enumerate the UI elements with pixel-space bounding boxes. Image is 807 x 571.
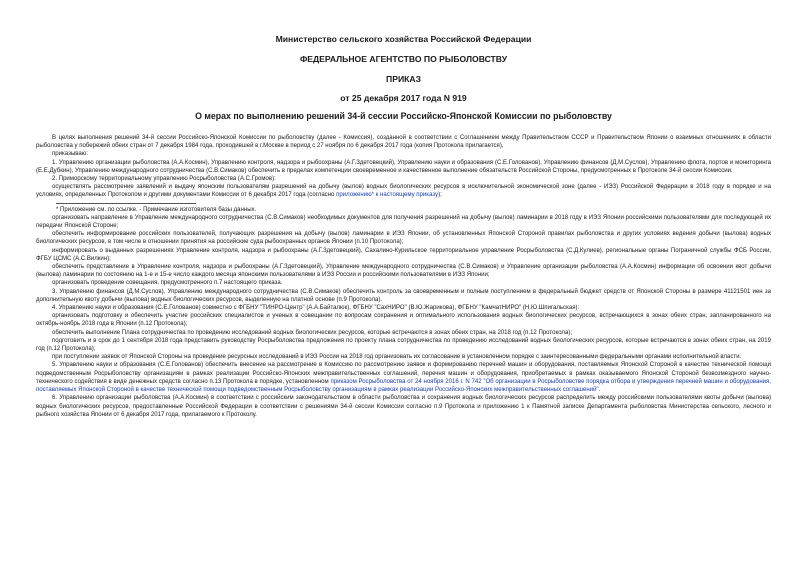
order-742-link[interactable]: приказом Росрыболовства от 24 ноября 2016 г. N 742 "Об организации в Росрыболовстве порядка отбора и утверждения перечней машин и оборудования, поставляемых Японской Стороной в качестве технической помощи подведомственным Росрыболовству организациям в рамках реализации Российско-Японских межправительственных соглашений" (36, 378, 771, 394)
clause-5 (36, 361, 771, 394)
clause-3: 3. Управлению финансов (Д.М.Суслов), Управлению международного сотрудничества (С.В.Симаков) обеспечить контроль за своевременным и полным поступлением в федеральный бюджет средств от Японской Стороны в размере 41121501 иен за дополнительную квоту добычи (вылова) водных биологических ресурсов, выделенную на платной основе (п.9 Протокола). (36, 288, 771, 303)
clause-4d: при поступлении заявок от Японской Стороны на проведение ресурсных исследований в ИЭЗ России на 2018 год организовать их согласование в установленном порядке с заинтересованными федеральными органами исполнительной власти. (52, 354, 742, 361)
document-body (36, 134, 771, 419)
clause-5-text: 5. Управлению науки и образования (С.Е.Голованов) обеспечить внесение на рассмотрение в Комиссию по рассмотрению заявок и формированию перечней машин и оборудования, поставляемых Японской Стороной в качестве технической помощи подведомственным Росрыболовству организациям в рамках реализации Российско-Японских межправительственных соглашений, перечня машин и оборудования, приобретаемых в рамках оказываемого Японской Стороной безвозмездного научно-технического содействия в виде денежных средств согласно п.13 Протокола в порядке, установленном (36, 362, 771, 385)
clause-2a-end: ); (438, 192, 442, 199)
date-number-heading: от 25 декабря 2017 года N 919 (340, 93, 467, 103)
ministry-heading: Министерство сельского хозяйства Российской Федерации (275, 34, 532, 44)
clause-4c: подготовить и в срок до 1 сентября 2018 года представить руководству Росрыболовства предложения по проекту плана сотрудничества по проведению исследований водных биологических ресурсов, которые встречаются в зонах обеих стран, на 2019 год (п.12 Протокола); (36, 337, 771, 353)
clause-2f: организовать проведение совещания, предусмотренного п.7 настоящего приказа. (52, 280, 283, 287)
footnote-separator (56, 203, 196, 204)
clause-2: 2. Приморскому территориальному управлению Росрыболовства (А.С.Громов): (52, 176, 276, 183)
clause-4b: обеспечить выполнение Плана сотрудничества по проведению исследований водных биологических ресурсов, которые встречаются в зонах обеих стран, на 2018 год (п.12 Протокола); (52, 329, 573, 336)
document-title: О мерах по выполнению решений 34-й сессии Российско-Японской Комиссии по рыболовству (195, 111, 612, 121)
clause-1: 1. Управлению организации рыболовства (А.А.Космин), Управлению контроля, надзора и рыбоохраны (А.Г.Здетовецкий), Управлению науки и образования (С.Е.Голованов), Управлению финансов (Д.М.Суслов), Управлению флота, портов и мониторинга (Е.Е.Дубкин), Управлению международного сотрудничества (С.В.Симаков) обеспечить в пределах компетенции своевременное и качественное выполнение обязательств Российской Стороны, предусмотренных в Протоколе 34-й сессии Комиссии. (36, 159, 771, 174)
clause-4: 4. Управлению науки и образования (С.Е.Голованов) совместно с ФГБНУ "ТИНРО-Центр" (А.А.Байталюк), ФГБНУ "СахНИРО" (В.Ю.Жарикова), ФГБНУ "КамчатНИРО" (Н.Ю.Шпигальская): (52, 305, 580, 312)
intro-paragraph: В целях выполнения решений 34-й сессии Российско-Японской Комиссии по рыболовству (далее - Комиссия), созданной в соответствии с Соглашением между Правительством СССР и Правительством Японии о взаимных отношениях в области рыболовства у побережий обеих стран от 7 декабря 1984 года, проходившей в г.Москве в период с 27 ноября по 6 декабря 2017 года (копия Протокола прилагается), (36, 135, 771, 150)
clause-2e: обеспечить представление в Управление контроля, надзора и рыбоохраны (А.Г.Здетовецкий), Управление международного сотрудничества (С.В.Симаков) и Управление организации рыболовства (А.А.Космин) информации об освоении квот добычи (вылова) ламинарии по состоянию на 1-е и 15-е число каждого месяца японскими пользователями в ИЭЗ России и российскими пользователями в ИЭЗ Японии; (36, 264, 771, 279)
clause-2c: обеспечить информирование российских пользователей, получающих разрешения на добычу (вылов) ламинарии в ИЭЗ Японии, об установленных Японской Стороной правилах рыболовства и других условиях ведения добычи (вылова) водных биологических ресурсов, в том числе в отношении принятия на российские суда рыбоохранных органов Японии (п.10 Протокола); (36, 231, 771, 246)
clause-2d: информировать о выданных разрешениях Управление контроля, надзора и рыбоохраны (А.Г.Здетовецкий), Сахалино-Курильское территориальное управление Росрыболовства (С.Д.Кулиев), региональные органы Пограничной службы ФСБ России, ФГБУ ЦСМС (А.С.Вилкин); (36, 247, 771, 262)
clause-2b: организовать направление в Управление международного сотрудничества (С.В.Симаков) необходимых документов для получения разрешений на добычу (вылов) ламинарии в 2018 году в ИЭЗ Японии российскими пользователями для последующей их передачи Японской Стороне; (36, 214, 771, 230)
clause-2a (36, 183, 771, 199)
clause-2a-text: осуществлять рассмотрение заявлений и выдачу японским пользователям разрешений на добычу (вылов) водных биологических ресурсов в исключительной экономической зоне (далее - ИЭЗ) Российской Федерации в 2018 году в порядке и на условиях, определенных Протоколом и другими документами Комиссии от 6 декабря 2017 года (согласно (36, 184, 771, 199)
clause-6: 6. Управлению организации рыболовства (А.А.Космин) в соответствии с российским законодательством в области рыболовства и сохранения водных биологических ресурсов распределить между российскими пользователями квоты добычи (вылова) водных биологических ресурсов, предоставленные Российской Федерации в соответствии с решениями 34-й сессии Комиссии согласно п.9 Протокола и приложению 1 к Памятной записке Департамента рыболовства Министерства сельского, лесного и рыбного хозяйства Японии от 6 декабря 2017 года, прилагаемого к Протоколу. (36, 395, 771, 418)
clause-5-end: . (598, 387, 601, 394)
appendix-link[interactable]: приложению* к настоящему приказу (336, 192, 439, 199)
agency-heading: ФЕДЕРАЛЬНОЕ АГЕНТСТВО ПО РЫБОЛОВСТВУ (299, 54, 508, 64)
clause-4a: организовать подготовку и обеспечить участие российских специалистов и ученых в совещании по вопросам сохранения и оптимального использования водных биологических ресурсов, встречающихся в зонах обеих стран, запланированного на октябрь-ноябрь 2018 года в Японии (п.12 Протокола); (36, 313, 771, 328)
order-word: приказываю: (52, 151, 88, 158)
footnote: * Приложение см. по ссылке. - Примечание изготовителя базы данных. (56, 206, 257, 213)
document-type-heading: ПРИКАЗ (386, 74, 421, 84)
